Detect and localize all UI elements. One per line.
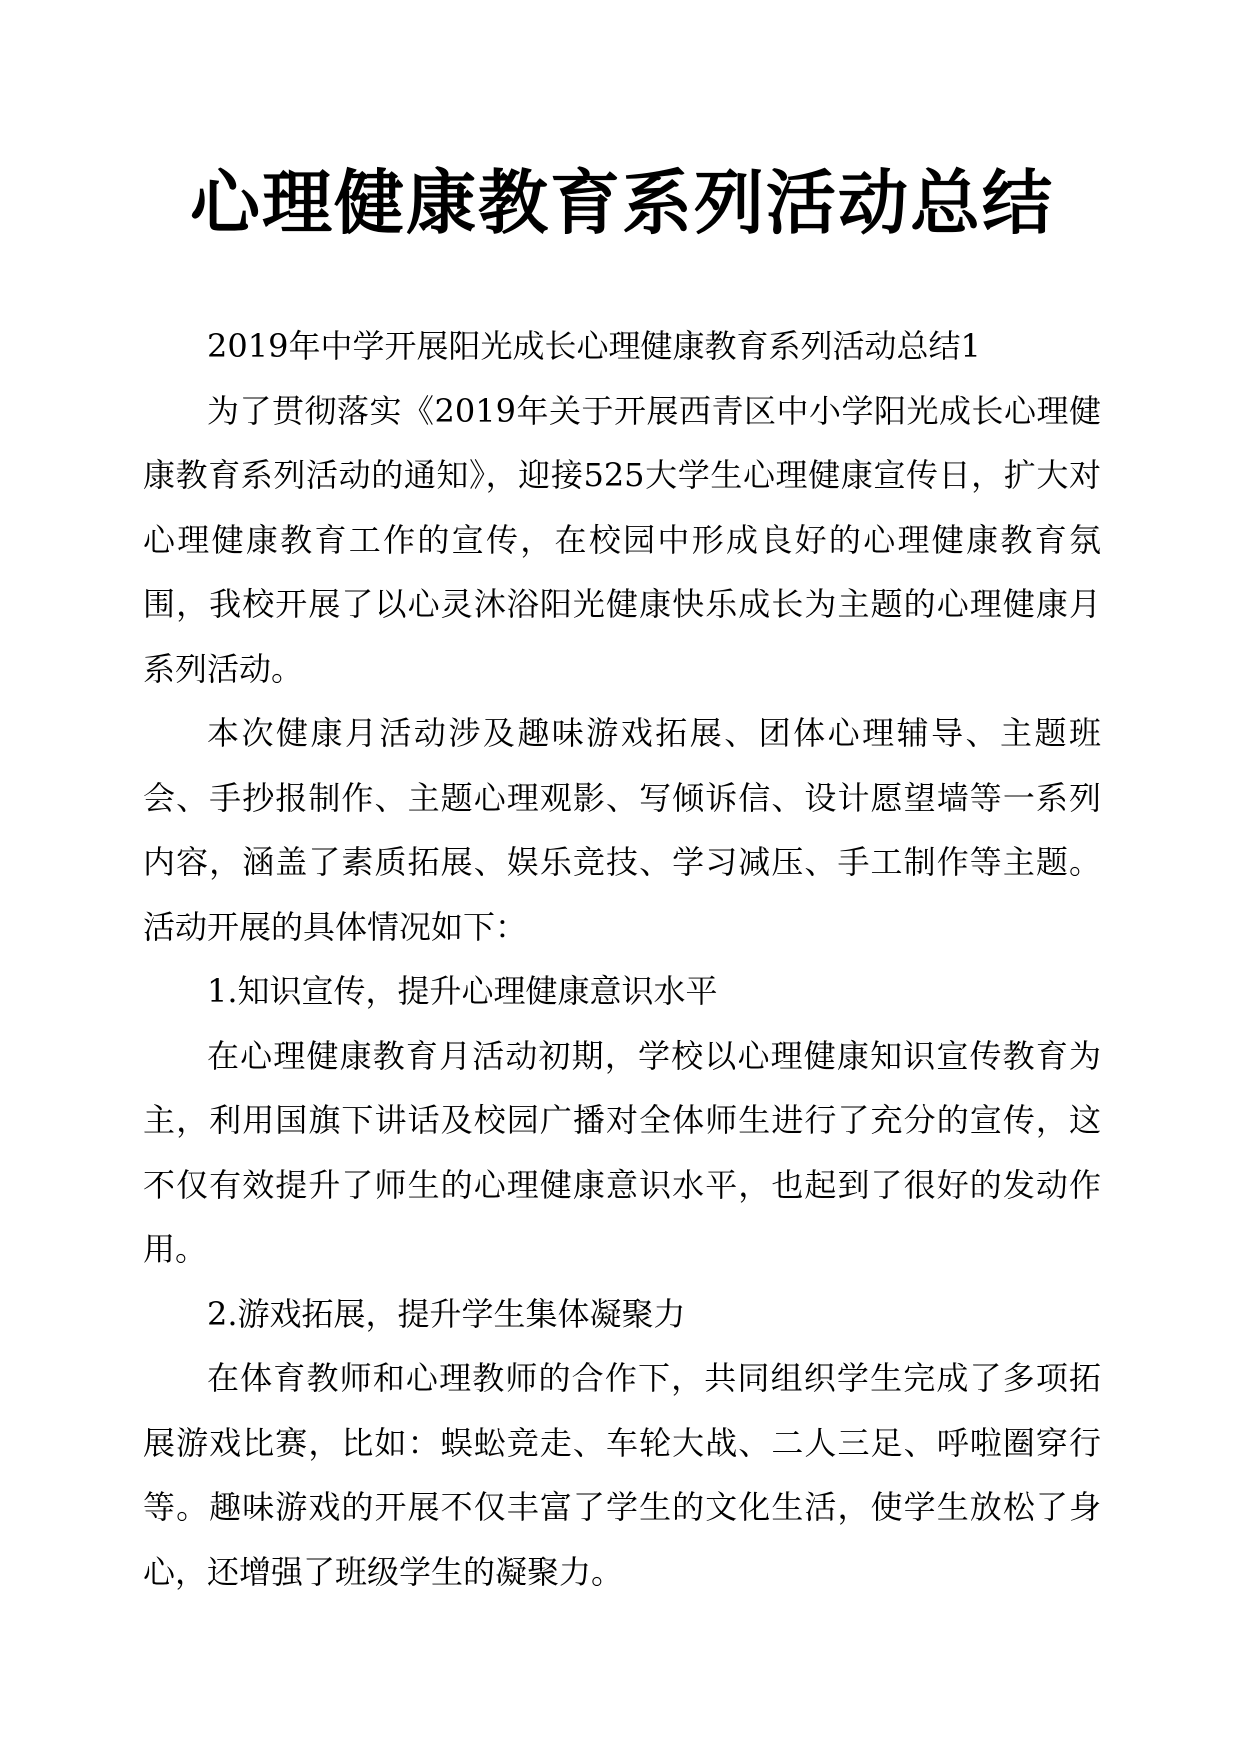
paragraph-overview: 本次健康月活动涉及趣味游戏拓展、团体心理辅导、主题班会、手抄报制作、主题心理观影、写倾诉信、设计愿望墙等一系列内容，涵盖了素质拓展、娱乐竞技、学习减压、手工制作等主题。活动开展的具体情况如下： bbox=[143, 714, 1101, 946]
paragraph-intro: 为了贯彻落实《2019年关于开展西青区中小学阳光成长心理健康教育系列活动的通知》，迎接525大学生心理健康宣传日，扩大对心理健康教育工作的宣传，在校园中形成良好的心理健康教育氛围，我校开展了以心灵沐浴阳光健康快乐成长为主题的心理健康月系列活动。 bbox=[143, 391, 1101, 688]
paragraph-games: 在体育教师和心理教师的合作下，共同组织学生完成了多项拓展游戏比赛，比如：蜈蚣竞走、车轮大战、二人三足、呼啦圈穿行等。趣味游戏的开展不仅丰富了学生的文化生活，使学生放松了身心，还增强了班级学生的凝聚力。 bbox=[143, 1359, 1101, 1591]
document-title: 心理健康教育系列活动总结 bbox=[190, 162, 1054, 244]
section-heading-knowledge: 1.知识宣传，提升心理健康意识水平 bbox=[207, 972, 718, 1010]
section-heading-games: 2.游戏拓展，提升学生集体凝聚力 bbox=[207, 1294, 686, 1333]
paragraph-heading-1: 2019年中学开展阳光成长心理健康教育系列活动总结1 bbox=[207, 327, 981, 365]
paragraph-knowledge: 在心理健康教育月活动初期，学校以心理健康知识宣传教育为主，利用国旗下讲话及校园广播对全体师生进行了充分的宣传，这不仅有效提升了师生的心理健康意识水平，也起到了很好的发动作用。 bbox=[143, 1036, 1101, 1268]
document-body bbox=[143, 314, 1101, 1604]
